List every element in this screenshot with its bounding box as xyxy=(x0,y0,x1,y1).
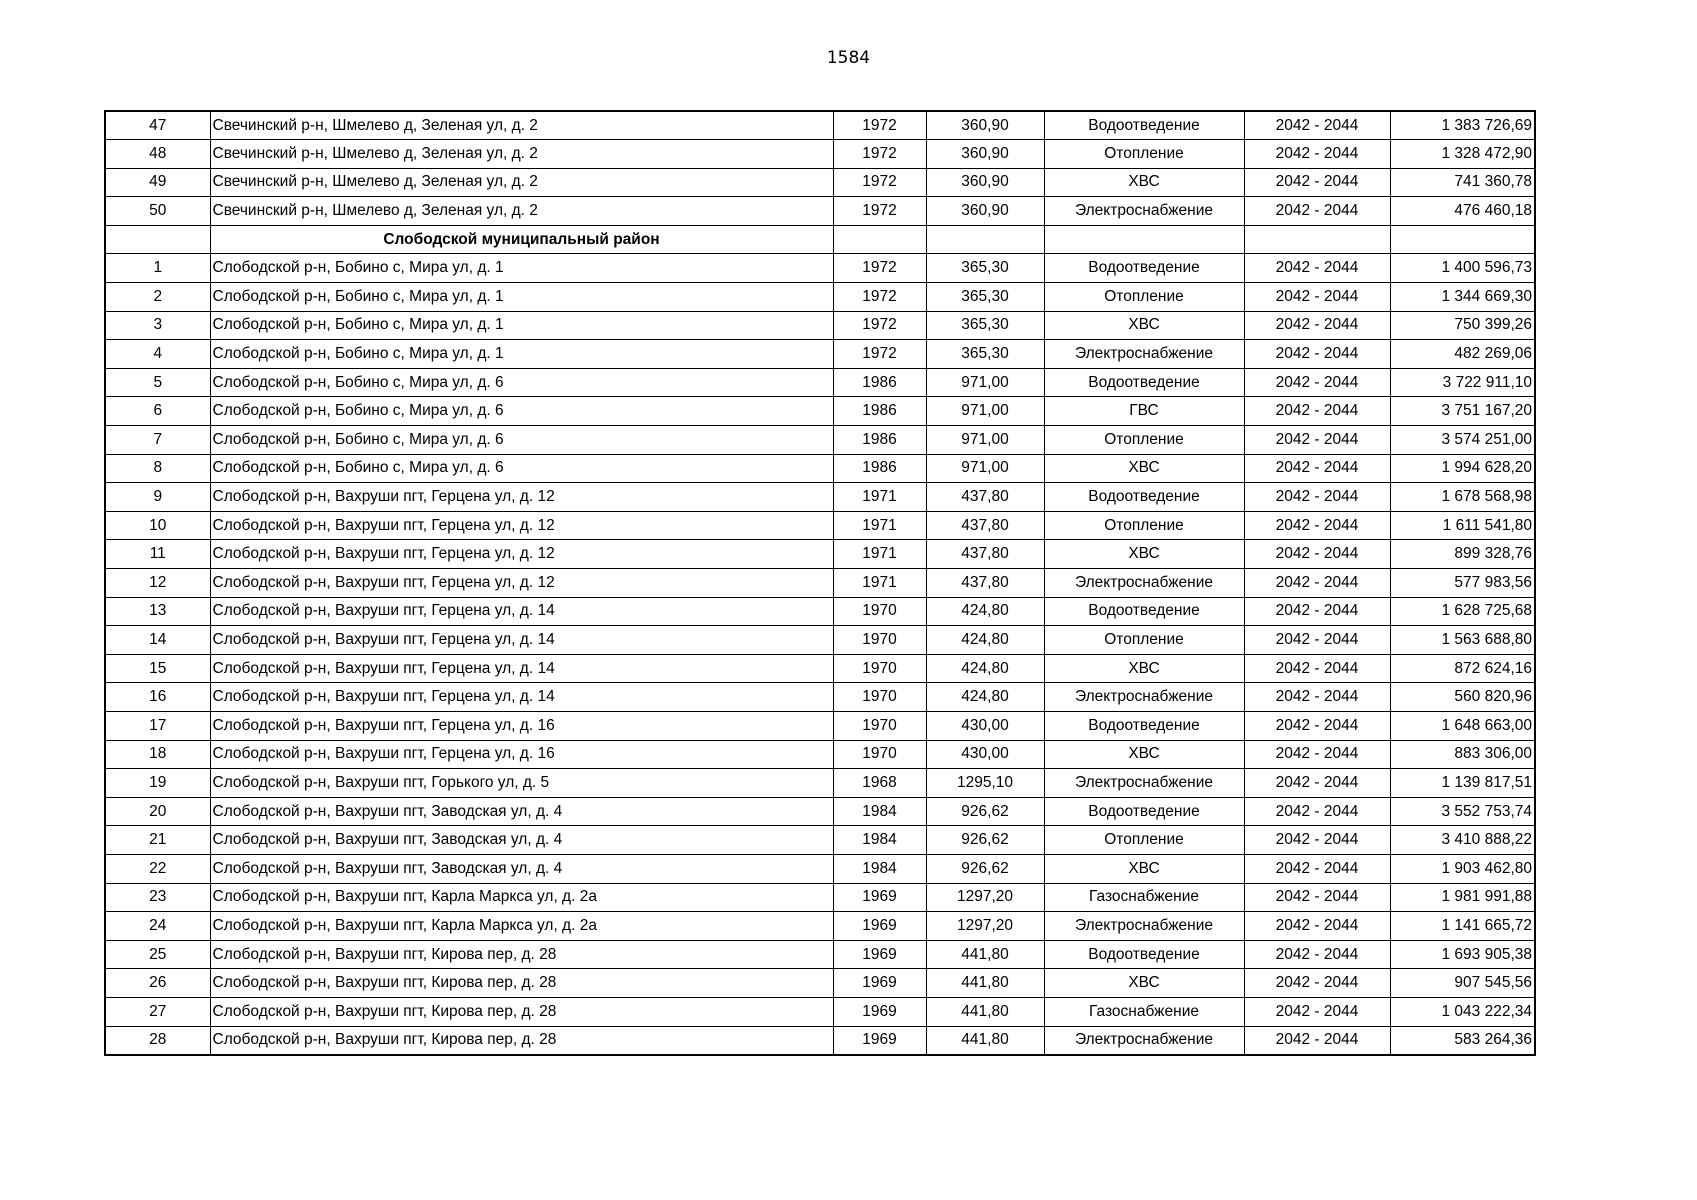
row-area: 441,80 xyxy=(926,997,1044,1026)
row-period: 2042 - 2044 xyxy=(1244,454,1390,483)
table-row xyxy=(105,797,1535,826)
row-area: 926,62 xyxy=(926,826,1044,855)
row-service: ХВС xyxy=(1044,969,1244,998)
row-area: 437,80 xyxy=(926,511,1044,540)
row-number: 48 xyxy=(105,140,210,169)
row-area: 1295,10 xyxy=(926,769,1044,798)
row-service: Электроснабжение xyxy=(1044,569,1244,598)
row-cost: 872 624,16 xyxy=(1390,654,1535,683)
row-address: Слободской р-н, Вахруши пгт, Герцена ул, д. 16 xyxy=(210,740,833,769)
row-area: 437,80 xyxy=(926,569,1044,598)
row-address: Свечинский р-н, Шмелево д, Зеленая ул, д. 2 xyxy=(210,140,833,169)
row-year: 1972 xyxy=(833,254,926,283)
row-cost: 3 722 911,10 xyxy=(1390,368,1535,397)
row-cost: 1 139 817,51 xyxy=(1390,769,1535,798)
row-area: 424,80 xyxy=(926,683,1044,712)
table-row xyxy=(105,540,1535,569)
row-service: ГВС xyxy=(1044,397,1244,426)
row-year: 1969 xyxy=(833,883,926,912)
row-service: Водоотведение xyxy=(1044,711,1244,740)
table-row xyxy=(105,426,1535,455)
row-area: 365,30 xyxy=(926,311,1044,340)
row-address: Слободской р-н, Вахруши пгт, Карла Маркса ул, д. 2а xyxy=(210,883,833,912)
row-area: 926,62 xyxy=(926,854,1044,883)
row-period: 2042 - 2044 xyxy=(1244,1026,1390,1055)
table-row xyxy=(105,168,1535,197)
row-number: 9 xyxy=(105,483,210,512)
row-number: 27 xyxy=(105,997,210,1026)
row-period: 2042 - 2044 xyxy=(1244,940,1390,969)
row-cost: 1 141 665,72 xyxy=(1390,912,1535,941)
row-number: 18 xyxy=(105,740,210,769)
row-year: 1972 xyxy=(833,283,926,312)
row-cost: 3 574 251,00 xyxy=(1390,426,1535,455)
row-cost: 1 400 596,73 xyxy=(1390,254,1535,283)
row-cost: 907 545,56 xyxy=(1390,969,1535,998)
row-year: 1971 xyxy=(833,569,926,598)
row-area: 1297,20 xyxy=(926,883,1044,912)
row-service: Отопление xyxy=(1044,826,1244,855)
row-cost: 3 410 888,22 xyxy=(1390,826,1535,855)
row-number: 24 xyxy=(105,912,210,941)
row-period: 2042 - 2044 xyxy=(1244,168,1390,197)
table-row xyxy=(105,940,1535,969)
row-cost: 1 563 688,80 xyxy=(1390,626,1535,655)
row-area: 971,00 xyxy=(926,368,1044,397)
row-number: 14 xyxy=(105,626,210,655)
row-cost: 1 344 669,30 xyxy=(1390,283,1535,312)
table-row xyxy=(105,111,1535,140)
row-service: ХВС xyxy=(1044,854,1244,883)
row-area: 971,00 xyxy=(926,426,1044,455)
row-number: 13 xyxy=(105,597,210,626)
row-service: ХВС xyxy=(1044,454,1244,483)
row-year: 1986 xyxy=(833,454,926,483)
row-period: 2042 - 2044 xyxy=(1244,397,1390,426)
row-number: 12 xyxy=(105,569,210,598)
row-area: 1297,20 xyxy=(926,912,1044,941)
row-year: 1969 xyxy=(833,997,926,1026)
row-period: 2042 - 2044 xyxy=(1244,483,1390,512)
row-year: 1970 xyxy=(833,711,926,740)
row-service: ХВС xyxy=(1044,168,1244,197)
row-area: 360,90 xyxy=(926,140,1044,169)
row-year: 1969 xyxy=(833,940,926,969)
row-area: 365,30 xyxy=(926,340,1044,369)
row-period: 2042 - 2044 xyxy=(1244,426,1390,455)
row-cost: 1 678 568,98 xyxy=(1390,483,1535,512)
row-number: 17 xyxy=(105,711,210,740)
row-number: 3 xyxy=(105,311,210,340)
row-address: Слободской р-н, Бобино с, Мира ул, д. 1 xyxy=(210,311,833,340)
row-area: 926,62 xyxy=(926,797,1044,826)
row-year: 1968 xyxy=(833,769,926,798)
row-area: 437,80 xyxy=(926,483,1044,512)
row-number: 4 xyxy=(105,340,210,369)
row-cost: 1 383 726,69 xyxy=(1390,111,1535,140)
registry-table xyxy=(104,110,1536,1056)
row-area: 424,80 xyxy=(926,626,1044,655)
row-year: 1972 xyxy=(833,111,926,140)
row-cost: 3 751 167,20 xyxy=(1390,397,1535,426)
row-address: Слободской р-н, Вахруши пгт, Герцена ул, д. 14 xyxy=(210,597,833,626)
section-title: Слободской муниципальный район xyxy=(210,225,833,254)
row-period: 2042 - 2044 xyxy=(1244,368,1390,397)
row-cost: 3 552 753,74 xyxy=(1390,797,1535,826)
row-cost: 1 611 541,80 xyxy=(1390,511,1535,540)
row-address: Свечинский р-н, Шмелево д, Зеленая ул, д. 2 xyxy=(210,197,833,226)
table-row xyxy=(105,197,1535,226)
row-service: ХВС xyxy=(1044,740,1244,769)
row-cost: 1 328 472,90 xyxy=(1390,140,1535,169)
row-period: 2042 - 2044 xyxy=(1244,540,1390,569)
row-address: Слободской р-н, Вахруши пгт, Кирова пер, д. 28 xyxy=(210,940,833,969)
row-service: Электроснабжение xyxy=(1044,340,1244,369)
row-address: Слободской р-н, Бобино с, Мира ул, д. 6 xyxy=(210,397,833,426)
row-service: ХВС xyxy=(1044,540,1244,569)
empty-cell xyxy=(105,225,210,254)
row-service: Газоснабжение xyxy=(1044,883,1244,912)
row-number: 28 xyxy=(105,1026,210,1055)
row-year: 1986 xyxy=(833,368,926,397)
row-period: 2042 - 2044 xyxy=(1244,854,1390,883)
row-address: Свечинский р-н, Шмелево д, Зеленая ул, д. 2 xyxy=(210,111,833,140)
row-area: 430,00 xyxy=(926,711,1044,740)
row-address: Слободской р-н, Вахруши пгт, Кирова пер, д. 28 xyxy=(210,997,833,1026)
row-address: Слободской р-н, Вахруши пгт, Герцена ул, д. 12 xyxy=(210,511,833,540)
row-cost: 750 399,26 xyxy=(1390,311,1535,340)
row-cost: 883 306,00 xyxy=(1390,740,1535,769)
row-area: 424,80 xyxy=(926,654,1044,683)
row-year: 1972 xyxy=(833,168,926,197)
row-number: 21 xyxy=(105,826,210,855)
row-period: 2042 - 2044 xyxy=(1244,140,1390,169)
row-period: 2042 - 2044 xyxy=(1244,340,1390,369)
row-year: 1969 xyxy=(833,912,926,941)
row-year: 1971 xyxy=(833,483,926,512)
row-service: ХВС xyxy=(1044,311,1244,340)
row-cost: 741 360,78 xyxy=(1390,168,1535,197)
row-number: 15 xyxy=(105,654,210,683)
row-service: Отопление xyxy=(1044,626,1244,655)
row-year: 1970 xyxy=(833,654,926,683)
row-year: 1972 xyxy=(833,340,926,369)
row-address: Слободской р-н, Бобино с, Мира ул, д. 1 xyxy=(210,283,833,312)
row-address: Слободской р-н, Вахруши пгт, Кирова пер, д. 28 xyxy=(210,1026,833,1055)
row-year: 1970 xyxy=(833,683,926,712)
row-service: Электроснабжение xyxy=(1044,683,1244,712)
row-area: 424,80 xyxy=(926,597,1044,626)
row-area: 441,80 xyxy=(926,1026,1044,1055)
row-number: 26 xyxy=(105,969,210,998)
row-address: Слободской р-н, Бобино с, Мира ул, д. 1 xyxy=(210,340,833,369)
row-service: Водоотведение xyxy=(1044,597,1244,626)
row-area: 430,00 xyxy=(926,740,1044,769)
empty-cell xyxy=(1044,225,1244,254)
row-cost: 1 648 663,00 xyxy=(1390,711,1535,740)
row-service: Отопление xyxy=(1044,140,1244,169)
table-row xyxy=(105,769,1535,798)
row-period: 2042 - 2044 xyxy=(1244,626,1390,655)
row-address: Слободской р-н, Вахруши пгт, Герцена ул, д. 14 xyxy=(210,626,833,655)
row-year: 1971 xyxy=(833,511,926,540)
row-year: 1969 xyxy=(833,1026,926,1055)
row-year: 1986 xyxy=(833,426,926,455)
row-service: Газоснабжение xyxy=(1044,997,1244,1026)
row-cost: 1 903 462,80 xyxy=(1390,854,1535,883)
row-number: 16 xyxy=(105,683,210,712)
table-row xyxy=(105,626,1535,655)
row-number: 20 xyxy=(105,797,210,826)
row-period: 2042 - 2044 xyxy=(1244,740,1390,769)
row-period: 2042 - 2044 xyxy=(1244,683,1390,712)
table-row xyxy=(105,683,1535,712)
row-period: 2042 - 2044 xyxy=(1244,569,1390,598)
row-address: Свечинский р-н, Шмелево д, Зеленая ул, д. 2 xyxy=(210,168,833,197)
row-service: Водоотведение xyxy=(1044,254,1244,283)
row-area: 441,80 xyxy=(926,940,1044,969)
row-year: 1972 xyxy=(833,140,926,169)
row-year: 1969 xyxy=(833,969,926,998)
row-cost: 577 983,56 xyxy=(1390,569,1535,598)
table-row xyxy=(105,511,1535,540)
row-number: 5 xyxy=(105,368,210,397)
row-address: Слободской р-н, Бобино с, Мира ул, д. 6 xyxy=(210,426,833,455)
row-year: 1984 xyxy=(833,797,926,826)
table-row xyxy=(105,740,1535,769)
row-area: 360,90 xyxy=(926,111,1044,140)
row-address: Слободской р-н, Вахруши пгт, Герцена ул, д. 14 xyxy=(210,683,833,712)
table-row xyxy=(105,997,1535,1026)
row-area: 437,80 xyxy=(926,540,1044,569)
page-number: 1584 xyxy=(826,48,871,68)
row-address: Слободской р-н, Вахруши пгт, Заводская ул, д. 4 xyxy=(210,797,833,826)
row-service: Водоотведение xyxy=(1044,797,1244,826)
row-number: 2 xyxy=(105,283,210,312)
row-period: 2042 - 2044 xyxy=(1244,826,1390,855)
row-number: 8 xyxy=(105,454,210,483)
row-service: Электроснабжение xyxy=(1044,912,1244,941)
row-cost: 1 981 991,88 xyxy=(1390,883,1535,912)
row-area: 360,90 xyxy=(926,168,1044,197)
row-period: 2042 - 2044 xyxy=(1244,797,1390,826)
empty-cell xyxy=(1244,225,1390,254)
row-area: 365,30 xyxy=(926,254,1044,283)
table-row xyxy=(105,340,1535,369)
row-period: 2042 - 2044 xyxy=(1244,311,1390,340)
row-number: 25 xyxy=(105,940,210,969)
row-number: 7 xyxy=(105,426,210,455)
row-period: 2042 - 2044 xyxy=(1244,111,1390,140)
row-period: 2042 - 2044 xyxy=(1244,254,1390,283)
row-area: 365,30 xyxy=(926,283,1044,312)
table-row xyxy=(105,140,1535,169)
row-cost: 560 820,96 xyxy=(1390,683,1535,712)
row-address: Слободской р-н, Вахруши пгт, Герцена ул, д. 12 xyxy=(210,483,833,512)
row-year: 1984 xyxy=(833,854,926,883)
row-number: 50 xyxy=(105,197,210,226)
table-row xyxy=(105,654,1535,683)
row-number: 23 xyxy=(105,883,210,912)
row-year: 1984 xyxy=(833,826,926,855)
empty-cell xyxy=(1390,225,1535,254)
table-row xyxy=(105,826,1535,855)
row-cost: 476 460,18 xyxy=(1390,197,1535,226)
row-cost: 1 628 725,68 xyxy=(1390,597,1535,626)
row-period: 2042 - 2044 xyxy=(1244,912,1390,941)
row-service: Водоотведение xyxy=(1044,368,1244,397)
row-address: Слободской р-н, Вахруши пгт, Герцена ул, д. 12 xyxy=(210,569,833,598)
table-row xyxy=(105,883,1535,912)
row-service: Отопление xyxy=(1044,511,1244,540)
section-row xyxy=(105,225,1535,254)
table-row xyxy=(105,711,1535,740)
row-period: 2042 - 2044 xyxy=(1244,883,1390,912)
row-service: Электроснабжение xyxy=(1044,197,1244,226)
row-cost: 583 264,36 xyxy=(1390,1026,1535,1055)
table-row xyxy=(105,397,1535,426)
row-number: 47 xyxy=(105,111,210,140)
row-period: 2042 - 2044 xyxy=(1244,769,1390,798)
row-address: Слободской р-н, Бобино с, Мира ул, д. 6 xyxy=(210,368,833,397)
row-year: 1971 xyxy=(833,540,926,569)
table-row xyxy=(105,454,1535,483)
row-service: Отопление xyxy=(1044,426,1244,455)
table-row xyxy=(105,483,1535,512)
row-cost: 1 693 905,38 xyxy=(1390,940,1535,969)
row-service: Водоотведение xyxy=(1044,940,1244,969)
row-number: 6 xyxy=(105,397,210,426)
row-number: 10 xyxy=(105,511,210,540)
row-period: 2042 - 2044 xyxy=(1244,997,1390,1026)
table-row xyxy=(105,969,1535,998)
row-cost: 1 043 222,34 xyxy=(1390,997,1535,1026)
row-period: 2042 - 2044 xyxy=(1244,511,1390,540)
row-area: 360,90 xyxy=(926,197,1044,226)
row-address: Слободской р-н, Вахруши пгт, Карла Маркса ул, д. 2а xyxy=(210,912,833,941)
row-address: Слободской р-н, Бобино с, Мира ул, д. 1 xyxy=(210,254,833,283)
row-service: Электроснабжение xyxy=(1044,1026,1244,1055)
row-period: 2042 - 2044 xyxy=(1244,711,1390,740)
row-year: 1972 xyxy=(833,311,926,340)
table-row xyxy=(105,597,1535,626)
row-cost: 899 328,76 xyxy=(1390,540,1535,569)
row-period: 2042 - 2044 xyxy=(1244,654,1390,683)
row-address: Слободской р-н, Вахруши пгт, Заводская ул, д. 4 xyxy=(210,854,833,883)
table-row xyxy=(105,854,1535,883)
row-address: Слободской р-н, Вахруши пгт, Герцена ул, д. 14 xyxy=(210,654,833,683)
empty-cell xyxy=(926,225,1044,254)
row-year: 1970 xyxy=(833,626,926,655)
empty-cell xyxy=(833,225,926,254)
row-area: 971,00 xyxy=(926,397,1044,426)
row-number: 49 xyxy=(105,168,210,197)
row-area: 441,80 xyxy=(926,969,1044,998)
row-address: Слободской р-н, Вахруши пгт, Заводская ул, д. 4 xyxy=(210,826,833,855)
row-year: 1986 xyxy=(833,397,926,426)
row-period: 2042 - 2044 xyxy=(1244,969,1390,998)
row-service: Водоотведение xyxy=(1044,111,1244,140)
row-area: 971,00 xyxy=(926,454,1044,483)
row-year: 1970 xyxy=(833,597,926,626)
table-row xyxy=(105,283,1535,312)
row-number: 19 xyxy=(105,769,210,798)
row-service: Электроснабжение xyxy=(1044,769,1244,798)
table-row xyxy=(105,368,1535,397)
row-address: Слободской р-н, Бобино с, Мира ул, д. 6 xyxy=(210,454,833,483)
row-address: Слободской р-н, Вахруши пгт, Горького ул, д. 5 xyxy=(210,769,833,798)
row-service: Отопление xyxy=(1044,283,1244,312)
row-number: 1 xyxy=(105,254,210,283)
row-number: 11 xyxy=(105,540,210,569)
row-cost: 482 269,06 xyxy=(1390,340,1535,369)
row-address: Слободской р-н, Вахруши пгт, Кирова пер, д. 28 xyxy=(210,969,833,998)
row-period: 2042 - 2044 xyxy=(1244,597,1390,626)
row-period: 2042 - 2044 xyxy=(1244,197,1390,226)
table-row xyxy=(105,1026,1535,1055)
row-service: Водоотведение xyxy=(1044,483,1244,512)
table-row xyxy=(105,569,1535,598)
registry-table-body xyxy=(105,111,1535,1055)
row-number: 22 xyxy=(105,854,210,883)
row-year: 1970 xyxy=(833,740,926,769)
row-year: 1972 xyxy=(833,197,926,226)
row-period: 2042 - 2044 xyxy=(1244,283,1390,312)
row-address: Слободской р-н, Вахруши пгт, Герцена ул, д. 12 xyxy=(210,540,833,569)
row-cost: 1 994 628,20 xyxy=(1390,454,1535,483)
row-address: Слободской р-н, Вахруши пгт, Герцена ул, д. 16 xyxy=(210,711,833,740)
table-row xyxy=(105,254,1535,283)
row-service: ХВС xyxy=(1044,654,1244,683)
table-row xyxy=(105,912,1535,941)
table-row xyxy=(105,311,1535,340)
